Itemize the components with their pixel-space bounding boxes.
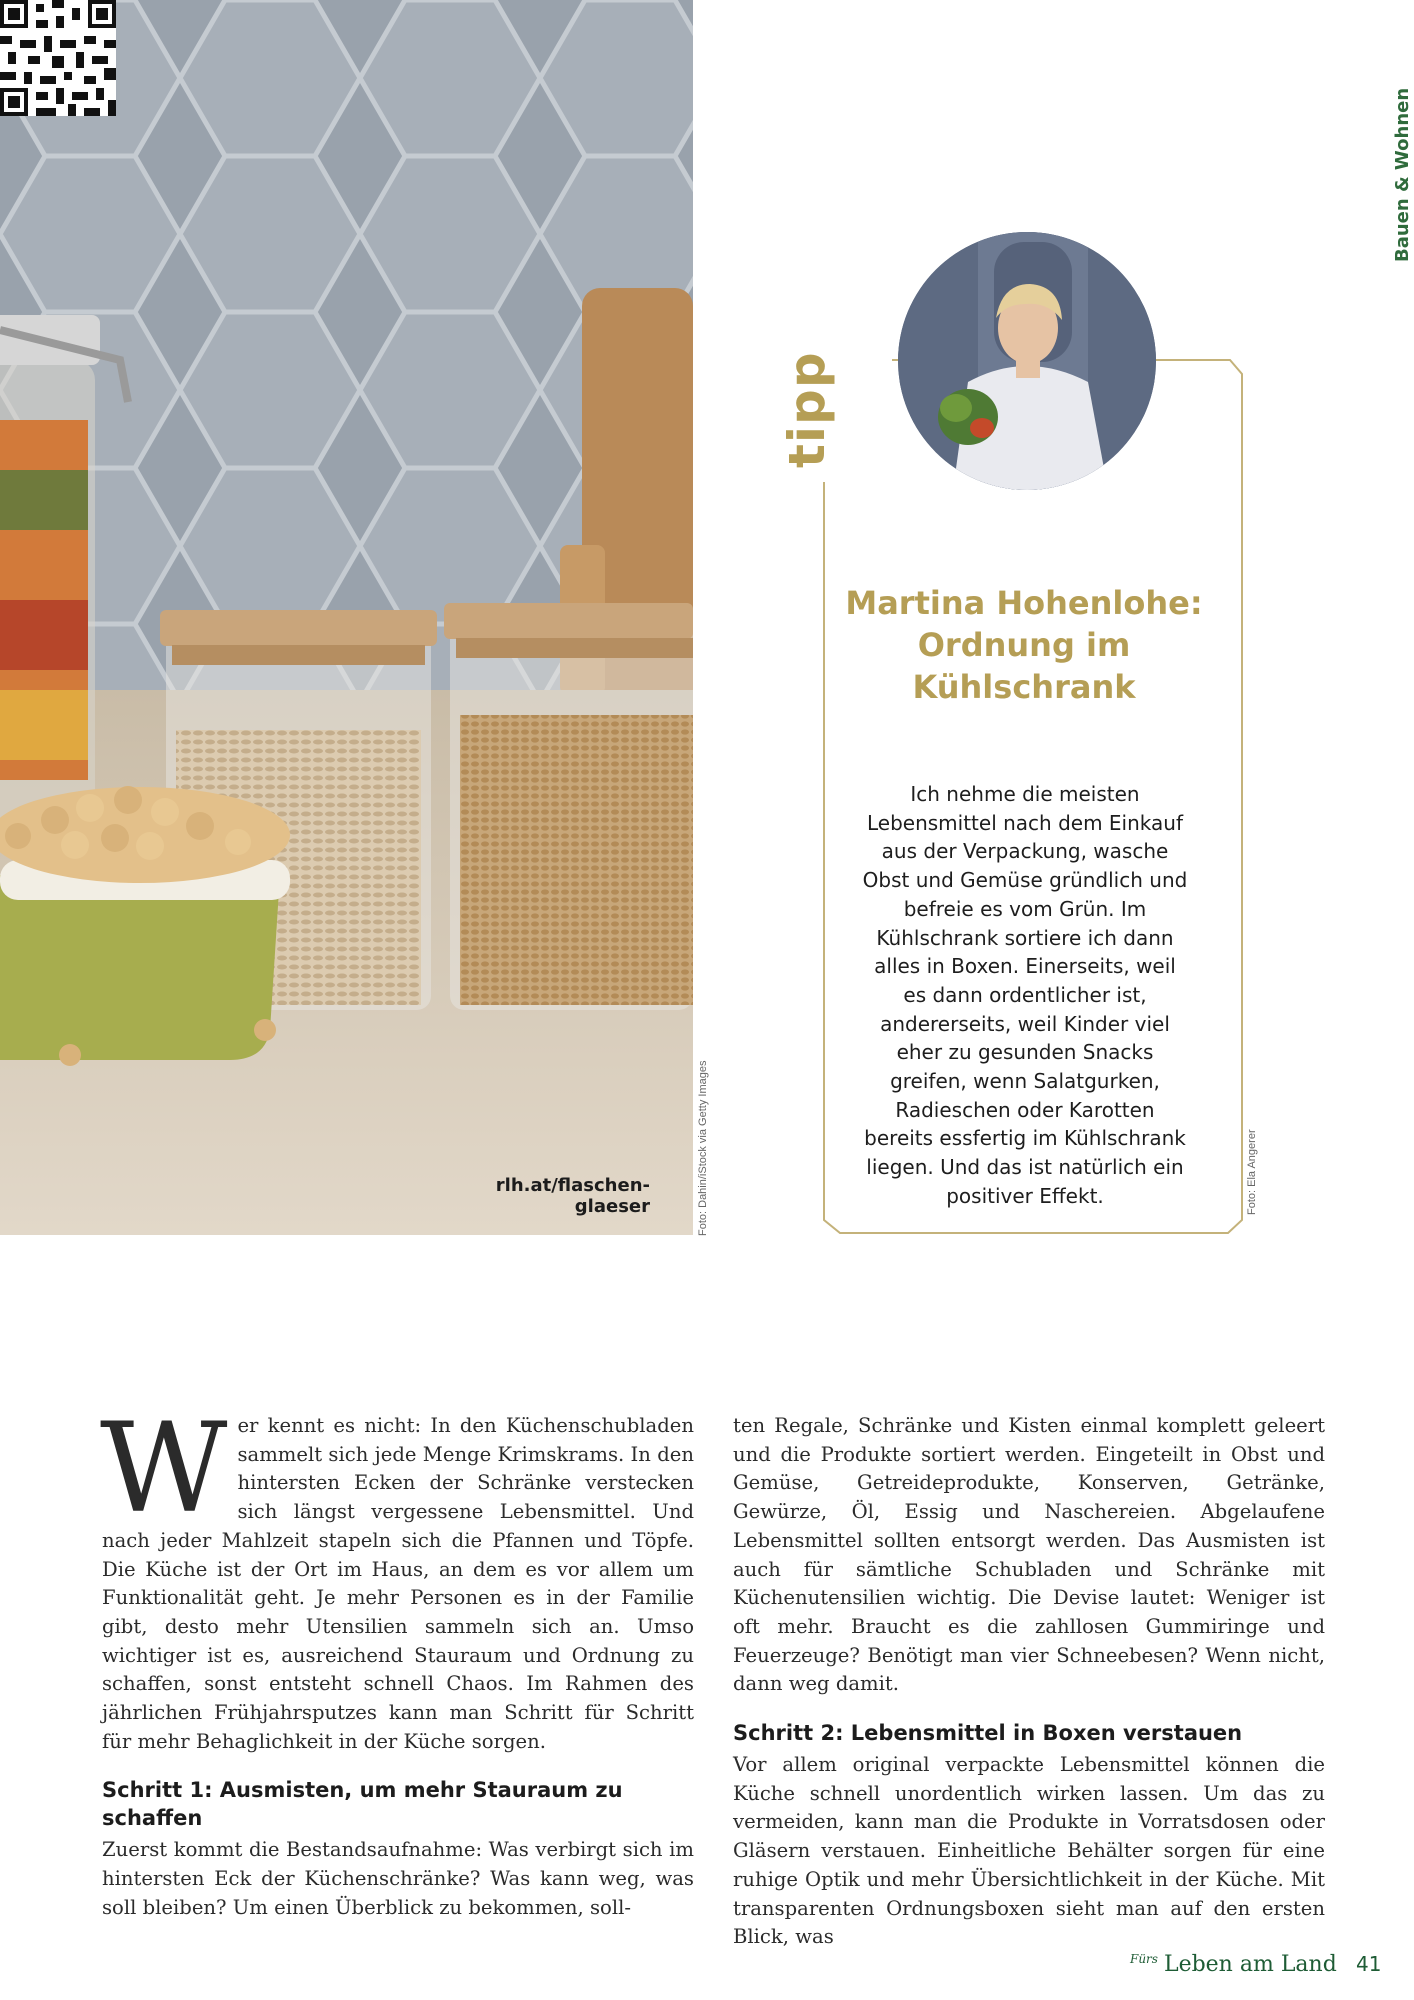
step2-heading: Schritt 2: Lebensmittel in Boxen verstauen	[733, 1721, 1243, 1746]
section-label: Bauen & Wohnen	[1392, 87, 1413, 262]
step2-text: Vor allem original verpackte Lebensmittel können die Küche schnell unordentlich wirken lassen. Um das zu vermeiden, kann man die Produkte in Vorratsdosen oder Gläsern verstauen. Einheitliche Behälter sorgen für eine ruhige Optik und mehr Übersichtlichkeit in der Küche. Mit transparenten Ordnungsboxen sieht man auf den ersten Blick, was	[733, 1753, 1325, 1949]
kitchen-photo	[0, 0, 693, 1235]
photo-credit: Foto: Dahin/iStock via Getty Images	[697, 1060, 709, 1236]
page-number: 41	[1356, 1952, 1382, 1976]
brand-prefix: Fürs	[1130, 1952, 1158, 1966]
portrait-illustration	[898, 232, 1156, 490]
tipp-photo-credit: Foto: Ela Angerer	[1246, 1129, 1258, 1215]
article-intro: er kennt es nicht: In den Küchenschubladen sammelt sich jede Menge Krimskrams. In den hintersten Ecken der Schränke verstecken sich längst vergessene Lebensmittel. Und nach jeder Mahlzeit stapeln sich die Pfannen und Töpfe. Die Küche ist der Ort im Haus, an dem es vor allem um Funktionalität geht. Je mehr Personen es in der Familie gibt, desto mehr Utensilien sammeln sich an. Umso wichtiger ist es, ausreichend Stauraum und Ordnung zu schaffen, sonst entsteht schnell Chaos. Im Rahmen des jährlichen Frühjahrsputzes kann man Schritt für Schritt für mehr Behaglichkeit in der Küche sorgen.	[102, 1414, 694, 1753]
tipp-body-text: Ich nehme die meisten Lebensmittel nach dem Einkauf aus der Verpackung, wasche Obst und Gemüse gründlich und befreie es vom Grün. Im Kühlschrank sortiere ich dann alles in Boxen. Einerseits, weil es dann ordentlicher ist, andererseits, weil Kinder viel eher zu gesunden Snacks greifen, wenn Salatgurken, Radieschen oder Karotten bereits essfertig im Kühlschrank liegen. Und das ist natürlich ein positiver Effekt.	[862, 782, 1188, 1208]
step1-heading: Schritt 1: Ausmisten, um mehr Stauraum zu schaffen	[102, 1778, 623, 1831]
author-portrait	[898, 232, 1156, 490]
drop-cap: W	[100, 1397, 228, 1541]
article-column-right	[733, 1412, 1325, 1952]
step1-text-part1: Zuerst kommt die Bestandsaufnahme: Was verbirgt sich im hintersten Eck der Küchenschränke? Was kann weg, was soll bleiben? Um einen Überblick zu bekommen, soll-	[102, 1838, 694, 1919]
step1-text-part2: ten Regale, Schränke und Kisten einmal komplett geleert und die Produkte sortiert werden. Eingeteilt in Obst und Gemüse, Getreideprodukte, Konserven, Getränke, Gewürze, Öl, Essig und Naschereien. Abgelaufene Lebensmittel sollten entsorgt werden. Das Ausmisten ist auch für sämtliche Schubladen und Schränke mit Küchenutensilien wichtig. Die Devise lautet: Weniger ist oft mehr. Braucht es die zahllosen Gummiringe und Feuerzeuge? Benötigt man vier Schneebesen? Wenn nicht, dann weg damit.	[733, 1414, 1325, 1696]
article-column-left	[100, 1397, 694, 1923]
brand-name: Leben am Land	[1163, 1952, 1337, 1977]
qr-url-text[interactable]: rlh.at/flaschen-glaeser	[495, 1175, 650, 1217]
kitchen-jars-illustration	[0, 0, 693, 1235]
magazine-brand	[1130, 1952, 1337, 1980]
tipp-title: Martina Hohenlohe: Ordnung im Kühlschrank	[845, 584, 1203, 706]
qr-code[interactable]	[0, 0, 116, 116]
tipp-label: tipp	[778, 351, 836, 468]
